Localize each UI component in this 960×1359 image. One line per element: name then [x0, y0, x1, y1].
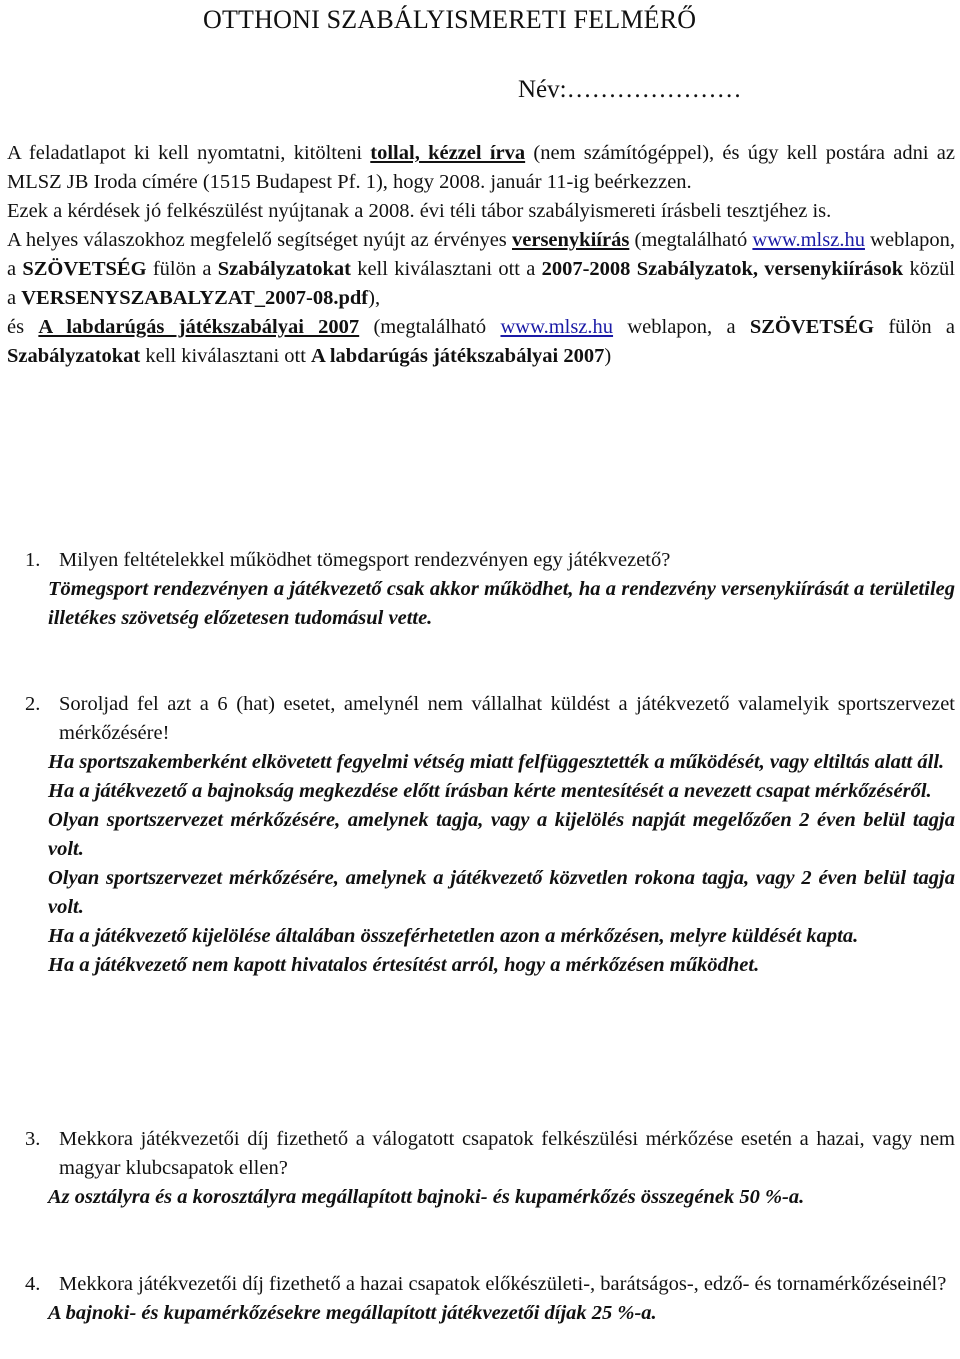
text: kell kiválasztani ott a	[350, 258, 542, 280]
page-title: OTTHONI SZABÁLYISMERETI FELMÉRŐ	[203, 5, 697, 34]
text: közül a	[7, 258, 956, 309]
question-3	[7, 1125, 955, 1212]
answer-line: Az osztályra és a korosztályra megállapított bajnoki- és kupamérkőzés összegének 50 %-a.	[48, 1186, 805, 1208]
bold-text: 2007-2008 Szabályzatok, versenykiírások	[541, 258, 904, 280]
text: fülön a	[146, 258, 218, 280]
answer	[48, 748, 955, 980]
instructions-paragraph-4	[7, 313, 955, 371]
text: (nem számítógéppel), és úgy kell postára adni az MLSZ JB Iroda címére (1515 Budapest Pf. 1), hogy 2008. január 11-ig beérkezzen.	[7, 142, 955, 193]
answer	[48, 575, 955, 633]
instructions-paragraph-1	[7, 139, 955, 197]
emphasis-text: A labdarúgás játékszabályai 2007	[38, 316, 360, 338]
answer-line: Ha sportszakemberként elkövetett fegyelmi vétség miatt felfüggesztették a működését, vagy eltiltás alatt áll.	[48, 751, 945, 773]
bold-text: SZÖVETSÉG	[22, 258, 147, 280]
answer-line: A bajnoki- és kupamérkőzésekre megállapított játékvezetői díjak 25 %-a.	[48, 1302, 657, 1324]
question-number: 4.	[25, 1273, 41, 1295]
answer-line: Ha a játékvezető kijelölése általában összeférhetetlen azon a mérkőzésen, melyre küldését kapta.	[48, 925, 859, 947]
text: )	[604, 345, 612, 367]
question-number: 2.	[25, 693, 41, 715]
question-number: 3.	[25, 1128, 41, 1150]
answer-line: Olyan sportszervezet mérkőzésére, amelynek a játékvezető közvetlen rokona tagja, vagy 2 éven belül tagja volt.	[48, 867, 955, 918]
instructions-paragraph-2: Ezek a kérdések jó felkészülést nyújtanak a 2008. évi téli tábor szabályismereti írásbeli tesztjéhez is.	[7, 200, 832, 222]
bold-text: VERSENYSZABALYZAT_2007-08.pdf	[21, 287, 369, 309]
emphasis-text: versenykiírás	[512, 229, 630, 251]
text: kell kiválasztani ott	[140, 345, 312, 367]
text: fülön a	[874, 316, 956, 338]
text: (megtalálható	[359, 316, 501, 338]
text: A feladatlapot ki kell nyomtatni, kitölteni	[7, 142, 371, 164]
text: weblapon, a	[7, 229, 955, 280]
emphasis-text: tollal, kézzel írva	[370, 142, 526, 164]
instructions	[7, 139, 955, 371]
text: (megtalálható	[629, 229, 753, 251]
name-field-label: Név:…………………	[518, 76, 742, 103]
text: ),	[368, 287, 381, 309]
text: weblapon, a	[613, 316, 750, 338]
text: és	[7, 316, 39, 338]
text: A helyes válaszokhoz megfelelő segítséget nyújt az érvényes	[7, 229, 512, 251]
question-2	[7, 690, 955, 980]
answer-line: Olyan sportszervezet mérkőzésére, amelynek tagja, vagy a kijelölés napját megelőzően 2 éven belül tagja volt.	[48, 809, 955, 860]
mlsz-link[interactable]: www.mlsz.hu	[752, 229, 865, 251]
answer-line: Tömegsport rendezvényen a játékvezető csak akkor működhet, ha a rendezvény versenykiírását a területileg illetékes szövetség előzetesen tudomásul vette.	[48, 578, 955, 629]
answer	[48, 1299, 955, 1328]
bold-text: Szabályzatokat	[7, 345, 141, 367]
instructions-paragraph-3	[7, 226, 955, 313]
answer-line: Ha a játékvezető a bajnokság megkezdése előtt írásban kérte mentesítését a nevezett csapat mérkőzéséről.	[48, 780, 932, 802]
bold-text: Szabályzatokat	[217, 258, 351, 280]
mlsz-link[interactable]: www.mlsz.hu	[500, 316, 614, 338]
question-text: Mekkora játékvezetői díj fizethető a hazai csapatok előkészületi-, barátságos-, edző- és tornamérkőzéseinél?	[59, 1273, 947, 1295]
answer-line: Ha a játékvezető nem kapott hivatalos értesítést arról, hogy a mérkőzésen működhet.	[48, 954, 760, 976]
question-text: Milyen feltételekkel működhet tömegsport rendezvényen egy játékvezető?	[59, 549, 671, 571]
question-number: 1.	[25, 549, 41, 571]
question-text: Mekkora játékvezetői díj fizethető a válogatott csapatok felkészülési mérkőzése esetén a hazai, vagy nem magyar klubcsapatok ellen?	[59, 1128, 955, 1179]
answer	[48, 1183, 955, 1212]
bold-text: SZÖVETSÉG	[749, 316, 875, 338]
question-4	[7, 1270, 955, 1328]
question-text: Soroljad fel azt a 6 (hat) esetet, amelynél nem vállalhat küldést a játékvezető valamelyik sportszervezet mérkőzésére!	[59, 693, 955, 744]
bold-text: A labdarúgás játékszabályai 2007	[311, 345, 605, 367]
question-1	[7, 546, 955, 633]
